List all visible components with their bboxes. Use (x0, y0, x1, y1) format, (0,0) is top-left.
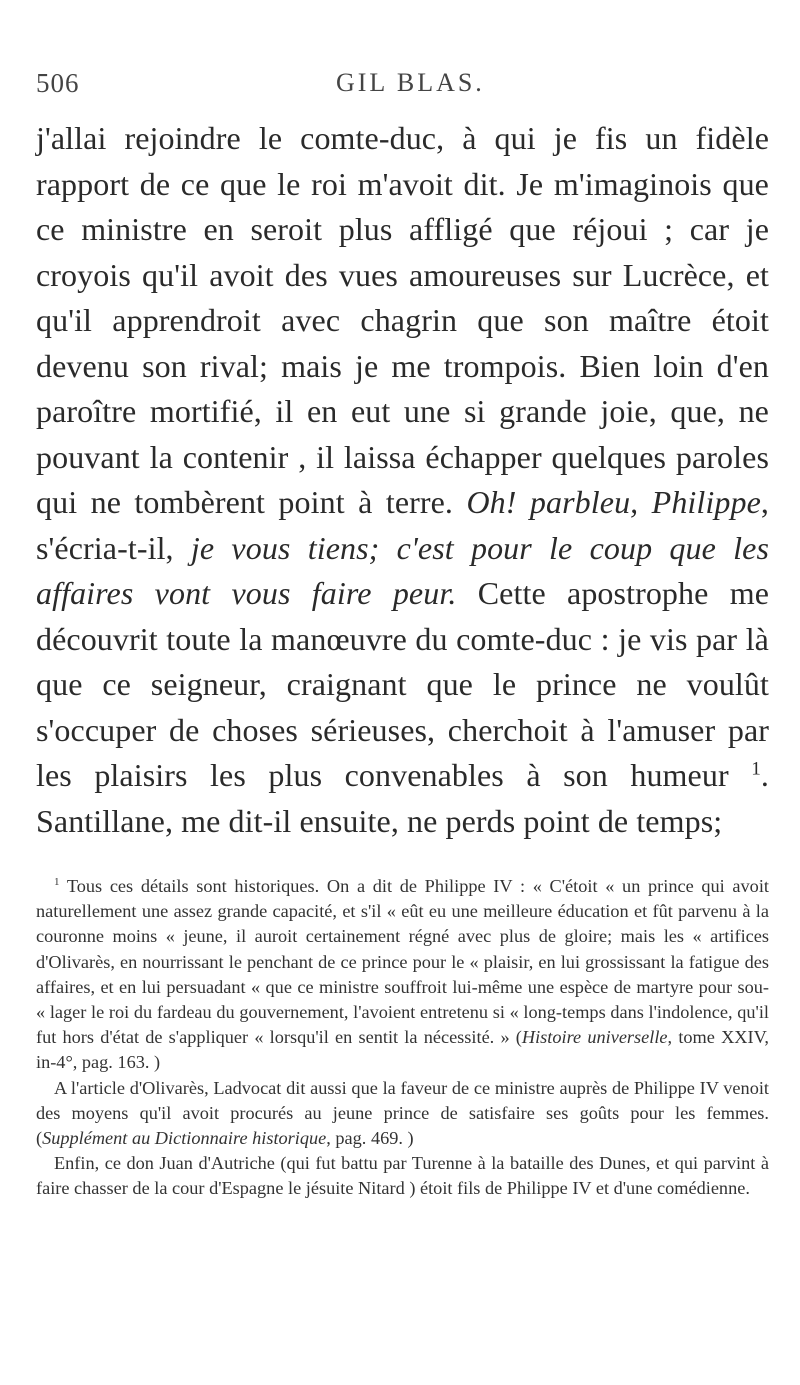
footnote-1 (36, 874, 769, 1076)
text-segment: Cette apostrophe me découvrit toute la manœuvre du comte-duc : je vis par là que ce seigneur, craignant que le prince ne voulût s'occuper de choses sérieuses, cherchoit à l'amuser par les plaisirs les plus convenables à son humeur (36, 575, 770, 793)
footnote-3 (36, 1151, 769, 1201)
footnote-citation: Supplément au Dictionnaire historique (42, 1128, 327, 1149)
book-page (36, 0, 771, 1385)
footnotes (36, 874, 769, 1202)
page-header (36, 68, 771, 108)
main-text (36, 116, 769, 844)
footnote-text: Tous ces détails sont historiques. On a dit de Philippe IV : « C'étoit « un prince qui avoit naturellement une assez grande capacité, et s'il « eût eu une meilleure éducation et fût parvenu à la couronne moins « jeune, il auroit certainement régné avec plus de gloire; mais les « artifices d'Olivarès, en nourrissant le penchant de ce prince pour le « plaisir, en lui grossissant la fatigue des affaires, et en lui persuadant « que ce ministre souffroit lui-même une espèce de martyre pour sou- « lager le roi du fardeau du gouvernement, l'avoient entretenu si « long-temps dans l'indolence, qu'il fut hors d'état de s'appliquer « lorsqu'il en sentit la nécessité. » ( (36, 876, 769, 1048)
italic-quote: je vous tiens; c'est pour le coup que les affaires vont vous faire peur. (36, 529, 769, 611)
main-paragraph (36, 116, 769, 844)
footnote-text: , tome XXIV, in-4°, pag. 163. ) (36, 1027, 769, 1073)
footnote-reference: 1 (751, 758, 761, 780)
text-segment: . Santillane, me dit-il ensuite, ne perds point de temps; (36, 757, 769, 839)
footnote-2 (36, 1076, 769, 1152)
text-segment: j'allai rejoindre le comte-duc, à qui je fis un fidèle rapport de ce que le roi m'avoit dit. Je m'imaginois que ce ministre en seroit plus affligé que réjoui ; car je croyois qu'il avoit des vues amoureuses sur Lucrèce, et qu'il apprendroit avec chagrin que son maître étoit devenu son rival; mais je me trompois. Bien loin d'en paroître mortifié, il en eut une si grande joie, que, ne pouvant la contenir , il laissa échapper quelques paroles qui ne tombèrent point à terre. (36, 120, 769, 520)
running-title: GIL BLAS. (336, 68, 485, 97)
footnote-citation: Histoire universelle (521, 1027, 668, 1048)
italic-exclamation: Oh! parbleu, Philippe (466, 484, 761, 520)
footnote-text: , pag. 469. ) (326, 1128, 414, 1149)
footnote-text: A l'article d'Olivarès, Ladvocat dit aussi que la faveur de ce ministre auprès de Philippe IV venoit des moyens qu'il avoit procurés au jeune prince de satisfaire ses goûts pour les femmes. ( (36, 1077, 769, 1149)
footnote-text: Enfin, ce don Juan d'Autriche (qui fut battu par Turenne à la bataille des Dunes, et qui parvint à faire chasser de la cour d'Espagne le jésuite Nitard ) étoit fils de Philippe IV et d'une comédienne. (36, 1153, 769, 1199)
text-segment: , s'écria-t-il, (36, 484, 770, 566)
page-number: 506 (36, 68, 80, 98)
footnote-marker: 1 (54, 875, 60, 888)
